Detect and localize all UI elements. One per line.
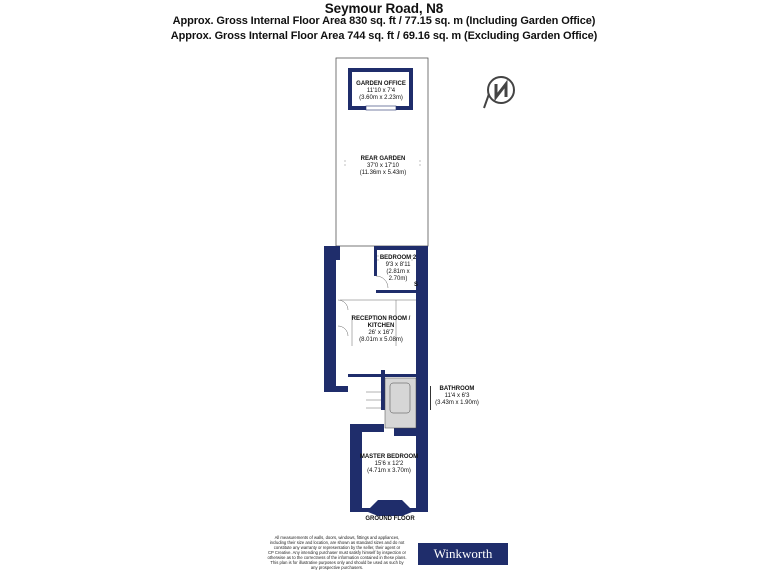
garden-office-imperial: 11'10 x 7'4 — [366, 88, 396, 94]
disclaimer-line: any prospective purchasers. — [310, 565, 364, 570]
disclaimer-line: CP Creative. Any intending purchaser must satisfy himself by inspection or — [268, 550, 406, 555]
garden-office-metric: (3.60m x 2.23m) — [359, 95, 403, 101]
bedroom2-label — [378, 255, 418, 283]
compass-icon — [484, 77, 514, 108]
bedroom2-metric: (2.81m x 2.70m) — [386, 269, 410, 282]
bedroom2-imperial: 9'3 x 8'11 — [385, 262, 411, 268]
disclaimer — [258, 535, 416, 570]
reception-name: RECEPTION ROOM / — [351, 316, 411, 322]
master-bedroom-label — [356, 454, 422, 475]
rear-garden-imperial: 37'0 x 17'10 — [367, 163, 399, 169]
disclaimer-line: This plan is for illustrative purposes only and should be used as such by — [270, 560, 404, 565]
plan-title: Seymour Road, N8 — [324, 1, 444, 16]
bathroom-floor — [385, 378, 416, 428]
bathroom-name: BATHROOM — [439, 386, 475, 392]
rear-garden-name: REAR GARDEN — [360, 156, 406, 162]
reception-imperial: 26' x 16'7 — [368, 330, 394, 336]
kitchen-name: KITCHEN — [367, 323, 395, 329]
disclaimer-line: All measurements of walls, doors, windows, fittings and appliances, — [274, 535, 400, 540]
garden-office-window — [366, 106, 396, 110]
bathroom-label — [432, 386, 482, 407]
disclaimer-line: constitute any warranty or representation by the seller, their agent or — [273, 545, 401, 550]
master-bedroom-name: MASTER BEDROOM — [359, 454, 419, 460]
reception-metric: (8.01m x 5.08m) — [359, 337, 403, 343]
garden-office-name: GARDEN OFFICE — [356, 81, 406, 87]
rear-garden-label — [350, 156, 416, 177]
floor-label: GROUND FLOOR — [365, 516, 415, 522]
garden-office-label — [355, 81, 407, 102]
master-bedroom-metric: (4.71m x 3.70m) — [367, 468, 411, 474]
storage-mark: S — [413, 282, 418, 288]
bathroom-metric: (3.43m x 1.90m) — [435, 400, 479, 406]
reception-label — [350, 316, 412, 344]
area-excluding-garden-office: Approx. Gross Internal Floor Area 744 sq. ft / 69.16 sq. m (Excluding Garden Office) — [170, 30, 598, 42]
master-bedroom-imperial: 15'6 x 12'2 — [374, 461, 404, 467]
winkworth-logo: Winkworth — [418, 543, 508, 565]
area-including-garden-office: Approx. Gross Internal Floor Area 830 sq. ft / 77.15 sq. m (Including Garden Office) — [172, 15, 596, 27]
bathroom-imperial: 11'4 x 6'3 — [444, 393, 470, 399]
rear-garden-metric: (11.36m x 5.43m) — [359, 170, 407, 176]
disclaimer-line: otherwise as to the correctness of the information contained in these plans. — [267, 555, 407, 560]
bedroom2-name: BEDROOM 2 — [379, 255, 417, 261]
disclaimer-line: including their size and location, are shown as standard sizes and do not — [269, 540, 405, 545]
